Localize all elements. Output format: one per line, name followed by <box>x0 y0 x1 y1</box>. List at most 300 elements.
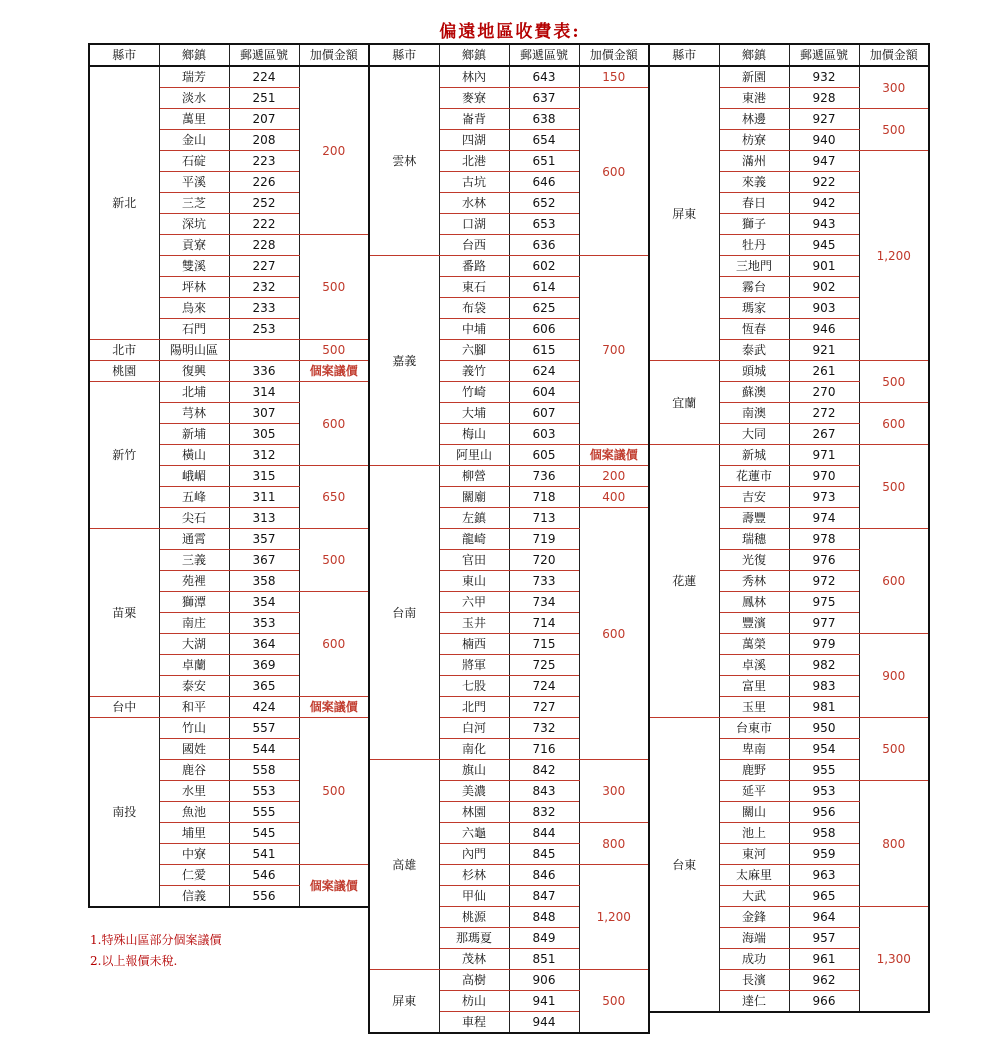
zip-cell: 251 <box>229 88 299 109</box>
price-cell: 500 <box>299 340 369 361</box>
town-cell: 頭城 <box>719 361 789 382</box>
zip-cell: 636 <box>509 235 579 256</box>
town-cell: 南澳 <box>719 403 789 424</box>
town-header: 鄉鎮 <box>439 44 509 66</box>
table-row <box>369 760 649 781</box>
town-cell: 蘇澳 <box>719 382 789 403</box>
town-cell: 金山 <box>159 130 229 151</box>
price-cell: 個案議價 <box>579 445 649 466</box>
zip-cell: 851 <box>509 949 579 970</box>
zip-cell: 272 <box>789 403 859 424</box>
zip-cell: 603 <box>509 424 579 445</box>
zip-cell: 958 <box>789 823 859 844</box>
town-cell: 通霄 <box>159 529 229 550</box>
rate-table-left <box>88 43 370 908</box>
table-row <box>89 340 369 361</box>
zip-cell: 233 <box>229 298 299 319</box>
town-cell: 平溪 <box>159 172 229 193</box>
table-row <box>649 718 929 739</box>
zip-cell: 367 <box>229 550 299 571</box>
price-cell: 500 <box>859 109 929 151</box>
zip-cell: 846 <box>509 865 579 886</box>
zip-cell: 643 <box>509 66 579 88</box>
town-cell: 布袋 <box>439 298 509 319</box>
header-row <box>649 44 929 66</box>
zip-cell: 720 <box>509 550 579 571</box>
town-cell: 內門 <box>439 844 509 865</box>
town-cell: 芎林 <box>159 403 229 424</box>
zip-cell: 224 <box>229 66 299 88</box>
zip-cell: 981 <box>789 697 859 718</box>
zip-cell: 982 <box>789 655 859 676</box>
city-cell: 屏東 <box>369 970 439 1034</box>
zip-cell: 940 <box>789 130 859 151</box>
city-header: 縣市 <box>649 44 719 66</box>
city-cell: 台東 <box>649 718 719 1013</box>
zip-cell: 983 <box>789 676 859 697</box>
zip-cell: 614 <box>509 277 579 298</box>
city-cell: 高雄 <box>369 760 439 970</box>
zip-cell: 227 <box>229 256 299 277</box>
city-cell: 台南 <box>369 466 439 760</box>
zip-cell: 976 <box>789 550 859 571</box>
zip-cell: 553 <box>229 781 299 802</box>
town-cell: 東石 <box>439 277 509 298</box>
town-cell: 尖石 <box>159 508 229 529</box>
city-cell: 新竹 <box>89 382 159 529</box>
zip-cell: 972 <box>789 571 859 592</box>
page-title: 偏遠地區收費表: <box>439 22 581 42</box>
price-cell: 600 <box>859 403 929 445</box>
price-cell: 800 <box>859 781 929 907</box>
zip-cell: 654 <box>509 130 579 151</box>
town-cell: 泰安 <box>159 676 229 697</box>
town-cell: 桃源 <box>439 907 509 928</box>
town-cell: 海端 <box>719 928 789 949</box>
zip-cell: 714 <box>509 613 579 634</box>
price-cell: 500 <box>859 361 929 403</box>
town-cell: 官田 <box>439 550 509 571</box>
zip-cell: 357 <box>229 529 299 550</box>
zip-cell: 922 <box>789 172 859 193</box>
town-cell: 杉林 <box>439 865 509 886</box>
zip-cell: 606 <box>509 319 579 340</box>
city-cell: 桃園 <box>89 361 159 382</box>
zip-cell: 953 <box>789 781 859 802</box>
zip-cell: 353 <box>229 613 299 634</box>
zip-cell: 364 <box>229 634 299 655</box>
table-row <box>89 529 369 550</box>
town-cell: 獅潭 <box>159 592 229 613</box>
town-cell: 花蓮市 <box>719 466 789 487</box>
zip-cell: 615 <box>509 340 579 361</box>
town-cell: 美濃 <box>439 781 509 802</box>
price-cell: 650 <box>299 466 369 529</box>
town-cell: 大同 <box>719 424 789 445</box>
price-cell: 700 <box>579 256 649 445</box>
town-cell: 台東市 <box>719 718 789 739</box>
zip-cell: 558 <box>229 760 299 781</box>
town-cell: 吉安 <box>719 487 789 508</box>
zip-cell: 715 <box>509 634 579 655</box>
city-cell: 雲林 <box>369 66 439 256</box>
town-cell: 口湖 <box>439 214 509 235</box>
zip-cell: 979 <box>789 634 859 655</box>
town-cell: 達仁 <box>719 991 789 1013</box>
zip-cell: 354 <box>229 592 299 613</box>
town-cell: 枋山 <box>439 991 509 1012</box>
zip-cell: 719 <box>509 529 579 550</box>
town-cell: 烏來 <box>159 298 229 319</box>
table-row <box>369 66 649 88</box>
town-cell: 深坑 <box>159 214 229 235</box>
price-cell: 600 <box>299 382 369 466</box>
town-cell: 白河 <box>439 718 509 739</box>
town-cell: 瑪家 <box>719 298 789 319</box>
town-cell: 鹿野 <box>719 760 789 781</box>
town-cell: 東河 <box>719 844 789 865</box>
zip-cell: 849 <box>509 928 579 949</box>
zip-cell: 716 <box>509 739 579 760</box>
town-cell: 關山 <box>719 802 789 823</box>
town-cell: 麥寮 <box>439 88 509 109</box>
zip-cell: 727 <box>509 697 579 718</box>
town-cell: 六龜 <box>439 823 509 844</box>
zip-cell: 928 <box>789 88 859 109</box>
zip-cell: 226 <box>229 172 299 193</box>
town-cell: 五峰 <box>159 487 229 508</box>
zip-header: 郵遞區號 <box>229 44 299 66</box>
zip-cell: 944 <box>509 1012 579 1034</box>
town-cell: 玉井 <box>439 613 509 634</box>
town-cell: 中埔 <box>439 319 509 340</box>
town-cell: 瑞芳 <box>159 66 229 88</box>
town-cell: 仁愛 <box>159 865 229 886</box>
town-cell: 富里 <box>719 676 789 697</box>
zip-cell: 725 <box>509 655 579 676</box>
town-cell: 茂林 <box>439 949 509 970</box>
town-cell: 枋寮 <box>719 130 789 151</box>
town-cell: 卓溪 <box>719 655 789 676</box>
town-cell: 和平 <box>159 697 229 718</box>
town-cell: 竹山 <box>159 718 229 739</box>
city-cell: 花蓮 <box>649 445 719 718</box>
zip-cell: 927 <box>789 109 859 130</box>
town-cell: 三地門 <box>719 256 789 277</box>
zip-cell: 973 <box>789 487 859 508</box>
zip-cell: 314 <box>229 382 299 403</box>
town-cell: 七股 <box>439 676 509 697</box>
zip-cell: 847 <box>509 886 579 907</box>
zip-cell: 733 <box>509 571 579 592</box>
town-cell: 卓蘭 <box>159 655 229 676</box>
zip-cell: 369 <box>229 655 299 676</box>
city-cell: 南投 <box>89 718 159 908</box>
town-cell: 鳳林 <box>719 592 789 613</box>
zip-cell: 541 <box>229 844 299 865</box>
price-cell: 300 <box>579 760 649 823</box>
zip-cell: 207 <box>229 109 299 130</box>
town-cell: 春日 <box>719 193 789 214</box>
town-cell: 壽豐 <box>719 508 789 529</box>
town-cell: 萬榮 <box>719 634 789 655</box>
city-cell: 宜蘭 <box>649 361 719 445</box>
town-cell: 番路 <box>439 256 509 277</box>
town-cell: 崙背 <box>439 109 509 130</box>
town-cell: 坪林 <box>159 277 229 298</box>
price-header: 加價金額 <box>579 44 649 66</box>
price-cell: 500 <box>859 718 929 781</box>
price-cell: 600 <box>579 508 649 760</box>
zip-cell: 943 <box>789 214 859 235</box>
zip-header: 郵遞區號 <box>509 44 579 66</box>
price-cell: 個案議價 <box>299 697 369 718</box>
price-cell: 500 <box>859 445 929 529</box>
town-cell: 石門 <box>159 319 229 340</box>
table-row <box>369 256 649 277</box>
header-row <box>89 44 369 66</box>
table-row <box>649 361 929 382</box>
price-cell: 500 <box>299 235 369 340</box>
footnotes <box>90 930 221 972</box>
price-header: 加價金額 <box>859 44 929 66</box>
zip-cell: 313 <box>229 508 299 529</box>
zip-cell: 965 <box>789 886 859 907</box>
zip-cell: 607 <box>509 403 579 424</box>
town-cell: 林內 <box>439 66 509 88</box>
town-cell: 東港 <box>719 88 789 109</box>
town-cell: 北港 <box>439 151 509 172</box>
footnote-2: 2.以上報價未稅. <box>90 954 178 968</box>
zip-cell: 307 <box>229 403 299 424</box>
zip-cell: 253 <box>229 319 299 340</box>
town-cell: 霧台 <box>719 277 789 298</box>
town-cell: 復興 <box>159 361 229 382</box>
city-header: 縣市 <box>369 44 439 66</box>
zip-cell: 832 <box>509 802 579 823</box>
town-cell: 鹿谷 <box>159 760 229 781</box>
zip-cell: 932 <box>789 66 859 88</box>
town-cell: 淡水 <box>159 88 229 109</box>
zip-cell: 954 <box>789 739 859 760</box>
town-cell: 貢寮 <box>159 235 229 256</box>
town-cell: 柳營 <box>439 466 509 487</box>
town-cell: 秀林 <box>719 571 789 592</box>
zip-cell: 315 <box>229 466 299 487</box>
zip-cell: 625 <box>509 298 579 319</box>
city-cell: 嘉義 <box>369 256 439 466</box>
town-cell: 東山 <box>439 571 509 592</box>
zip-cell: 957 <box>789 928 859 949</box>
table-row <box>89 697 369 718</box>
zip-cell: 975 <box>789 592 859 613</box>
price-cell: 1,300 <box>859 907 929 1013</box>
zip-cell: 906 <box>509 970 579 991</box>
zip-cell: 945 <box>789 235 859 256</box>
town-cell: 新園 <box>719 66 789 88</box>
town-cell: 魚池 <box>159 802 229 823</box>
zip-cell: 546 <box>229 865 299 886</box>
town-cell: 三芝 <box>159 193 229 214</box>
zip-cell: 902 <box>789 277 859 298</box>
price-cell: 300 <box>859 66 929 109</box>
zip-cell: 424 <box>229 697 299 718</box>
price-cell: 600 <box>859 529 929 634</box>
table-row <box>369 466 649 487</box>
town-cell: 高樹 <box>439 970 509 991</box>
zip-cell: 961 <box>789 949 859 970</box>
town-cell: 雙溪 <box>159 256 229 277</box>
town-cell: 阿里山 <box>439 445 509 466</box>
price-cell: 600 <box>299 592 369 697</box>
zip-cell: 305 <box>229 424 299 445</box>
city-header: 縣市 <box>89 44 159 66</box>
zip-cell: 653 <box>509 214 579 235</box>
table-row <box>649 445 929 466</box>
zip-cell: 223 <box>229 151 299 172</box>
zip-cell: 848 <box>509 907 579 928</box>
zip-cell: 956 <box>789 802 859 823</box>
town-cell: 大湖 <box>159 634 229 655</box>
town-cell: 南化 <box>439 739 509 760</box>
price-cell: 1,200 <box>579 865 649 970</box>
zip-cell: 844 <box>509 823 579 844</box>
town-cell: 滿州 <box>719 151 789 172</box>
town-cell: 長濱 <box>719 970 789 991</box>
city-cell: 新北 <box>89 66 159 340</box>
zip-cell: 232 <box>229 277 299 298</box>
town-cell: 左鎮 <box>439 508 509 529</box>
zip-cell: 970 <box>789 466 859 487</box>
zip-cell: 208 <box>229 130 299 151</box>
town-cell: 四湖 <box>439 130 509 151</box>
price-cell: 800 <box>579 823 649 865</box>
town-cell: 光復 <box>719 550 789 571</box>
zip-cell: 734 <box>509 592 579 613</box>
town-header: 鄉鎮 <box>159 44 229 66</box>
zip-cell: 941 <box>509 991 579 1012</box>
header-row <box>369 44 649 66</box>
price-cell: 200 <box>299 66 369 235</box>
town-cell: 池上 <box>719 823 789 844</box>
town-cell: 六甲 <box>439 592 509 613</box>
town-cell: 旗山 <box>439 760 509 781</box>
zip-cell: 966 <box>789 991 859 1013</box>
table-row <box>649 66 929 88</box>
town-cell: 南庄 <box>159 613 229 634</box>
price-cell: 600 <box>579 88 649 256</box>
zip-cell: 713 <box>509 508 579 529</box>
town-cell: 新城 <box>719 445 789 466</box>
zip-cell: 252 <box>229 193 299 214</box>
zip-cell: 267 <box>789 424 859 445</box>
town-cell: 龍崎 <box>439 529 509 550</box>
town-cell: 豐濱 <box>719 613 789 634</box>
city-cell: 台中 <box>89 697 159 718</box>
zip-cell: 842 <box>509 760 579 781</box>
zip-cell: 959 <box>789 844 859 865</box>
zip-cell: 336 <box>229 361 299 382</box>
zip-cell: 557 <box>229 718 299 739</box>
price-cell: 200 <box>579 466 649 487</box>
town-cell: 陽明山區 <box>159 340 229 361</box>
zip-cell: 652 <box>509 193 579 214</box>
town-header: 鄉鎮 <box>719 44 789 66</box>
town-cell: 泰武 <box>719 340 789 361</box>
zip-cell: 921 <box>789 340 859 361</box>
town-cell: 卑南 <box>719 739 789 760</box>
zip-cell: 974 <box>789 508 859 529</box>
price-cell: 個案議價 <box>299 865 369 908</box>
town-cell: 竹崎 <box>439 382 509 403</box>
zip-cell: 624 <box>509 361 579 382</box>
town-cell: 金鋒 <box>719 907 789 928</box>
zip-cell: 605 <box>509 445 579 466</box>
table-row <box>89 361 369 382</box>
zip-cell: 901 <box>789 256 859 277</box>
town-cell: 林園 <box>439 802 509 823</box>
town-cell: 甲仙 <box>439 886 509 907</box>
zip-cell: 638 <box>509 109 579 130</box>
town-cell: 中寮 <box>159 844 229 865</box>
zip-cell: 604 <box>509 382 579 403</box>
zip-cell: 962 <box>789 970 859 991</box>
rate-table-middle <box>368 43 650 1034</box>
city-cell: 屏東 <box>649 66 719 361</box>
price-cell: 500 <box>579 970 649 1034</box>
town-cell: 六腳 <box>439 340 509 361</box>
footnote-1: 1.特殊山區部分個案議價 <box>90 933 222 947</box>
zip-cell: 964 <box>789 907 859 928</box>
zip-cell: 555 <box>229 802 299 823</box>
price-cell: 500 <box>299 529 369 592</box>
zip-cell: 732 <box>509 718 579 739</box>
town-cell: 水林 <box>439 193 509 214</box>
zip-cell: 947 <box>789 151 859 172</box>
price-cell: 900 <box>859 634 929 718</box>
zip-cell: 311 <box>229 487 299 508</box>
zip-cell: 637 <box>509 88 579 109</box>
zip-cell: 845 <box>509 844 579 865</box>
town-cell: 大埔 <box>439 403 509 424</box>
zip-cell: 942 <box>789 193 859 214</box>
zip-cell: 946 <box>789 319 859 340</box>
town-cell: 來義 <box>719 172 789 193</box>
town-cell: 林邊 <box>719 109 789 130</box>
town-cell: 太麻里 <box>719 865 789 886</box>
zip-cell: 724 <box>509 676 579 697</box>
town-cell: 萬里 <box>159 109 229 130</box>
town-cell: 北門 <box>439 697 509 718</box>
zip-cell: 718 <box>509 487 579 508</box>
price-cell: 個案議價 <box>299 361 369 382</box>
zip-cell: 955 <box>789 760 859 781</box>
table-row <box>89 66 369 88</box>
zip-cell: 261 <box>789 361 859 382</box>
zip-cell: 544 <box>229 739 299 760</box>
zip-cell: 903 <box>789 298 859 319</box>
price-header: 加價金額 <box>299 44 369 66</box>
city-cell: 苗栗 <box>89 529 159 697</box>
table-row <box>89 382 369 403</box>
price-cell: 150 <box>579 66 649 88</box>
town-cell: 大武 <box>719 886 789 907</box>
town-cell: 將軍 <box>439 655 509 676</box>
town-cell: 新埔 <box>159 424 229 445</box>
zip-cell: 365 <box>229 676 299 697</box>
rate-table-right <box>648 43 930 1013</box>
town-cell: 三義 <box>159 550 229 571</box>
